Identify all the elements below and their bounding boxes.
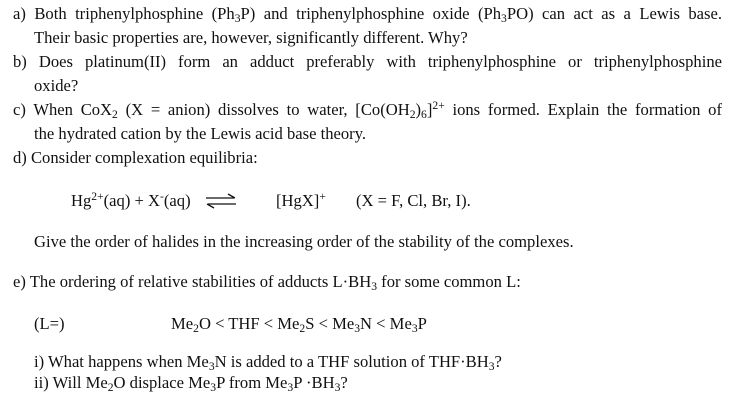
question-b-line-2: oxide? — [34, 76, 79, 95]
question-d-task: Give the order of halides in the increasing order of the stability of the complexes. — [34, 232, 574, 251]
question-a-line-2: Their basic properties are, however, significantly different. Why? — [34, 28, 468, 47]
question-b-line-1: b) Does platinum(II) form an adduct preferably with triphenylphosphine or triphenylphosphine — [13, 52, 722, 71]
equilibrium-arrows-icon — [204, 193, 238, 209]
question-c-line-2: the hydrated cation by the Lewis acid base theory. — [34, 124, 367, 143]
equation-product: [HgX]+ — [276, 190, 326, 210]
question-a-label: a) — [13, 4, 26, 23]
equation-reactants: $Hg^{2+}(aq) + X^-(aq)$ — [71, 190, 191, 210]
question-e-label: e) — [13, 272, 26, 291]
equation-condition: (X = F, Cl, Br, I). — [356, 191, 471, 210]
question-e-ii: ii) Will $Me_2O$ displace $Me_3P$ from $Me_3P \cdot BH_3$? — [34, 373, 348, 394]
question-d-label: d) — [13, 148, 27, 167]
question-c-label: c) — [13, 100, 26, 119]
question-e-i: i) What happens when $Me_3N$ is added to a THF solution of $THF\cdot BH_3$? — [34, 352, 502, 373]
ligand-label: (L=) — [34, 314, 65, 333]
question-b-label: b) — [13, 52, 27, 71]
stability-order: $Me_2O$ < THF < $Me_2S < Me_3N < Me_3P$ — [171, 314, 427, 335]
question-d-line-1: d) Consider complexation equilibria: — [13, 148, 258, 167]
question-c-line-1: c) When CoX$_2$ (X = anion) dissolves to water, $[Co(OH_2)_6]^{2+}$ ions formed. Explain the formation of — [13, 99, 722, 121]
question-a-line-1: a) Both triphenylphosphine $(Ph_3P)$ and triphenylphosphine oxide $(Ph_3PO)$ can act as a Lewis base. — [13, 4, 722, 25]
question-e-line-1: e) The ordering of relative stabilities of adducts $L\cdot BH_3$ for some common L: — [13, 272, 521, 293]
